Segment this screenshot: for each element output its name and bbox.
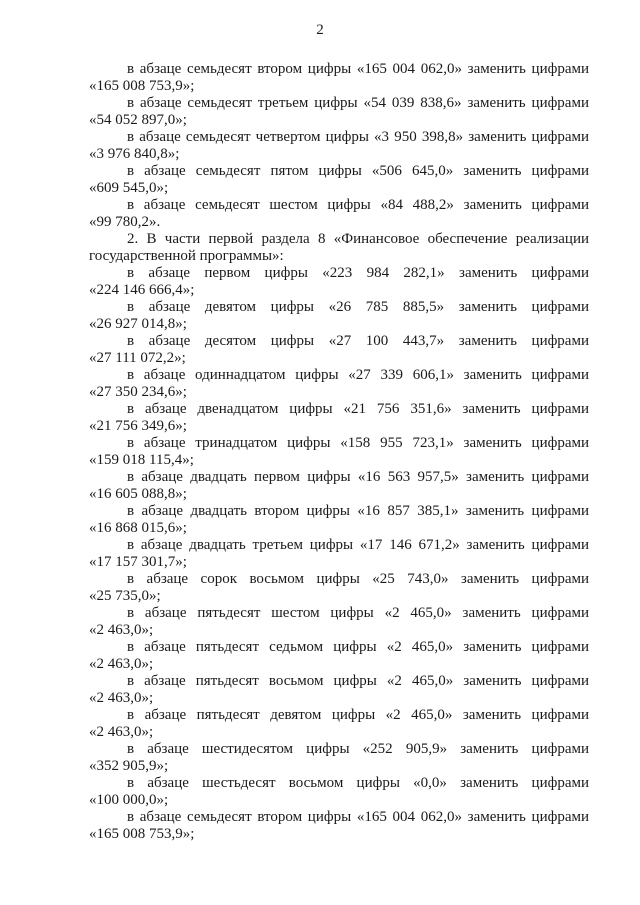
paragraph-continuation-line: «165 008 753,9»;	[89, 78, 195, 94]
paragraph-first-line: в абзаце одиннадцатом цифры «27 339 606,1» заменить цифрами	[127, 367, 589, 383]
amendment-paragraph	[89, 367, 589, 401]
paragraph-first-line: в абзаце шестидесятом цифры «252 905,9» заменить цифрами	[127, 741, 589, 757]
paragraph-continuation-line: «2 463,0»;	[89, 656, 154, 672]
paragraph-first-line: в абзаце семьдесят шестом цифры «84 488,2» заменить цифрами	[127, 197, 589, 213]
paragraph-continuation-line: «25 735,0»;	[89, 588, 161, 604]
paragraph-first-line: в абзаце пятьдесят девятом цифры «2 465,0» заменить цифрами	[127, 707, 589, 723]
paragraph-first-line: в абзаце двадцать первом цифры «16 563 957,5» заменить цифрами	[127, 469, 589, 485]
amendment-paragraph	[89, 401, 589, 435]
paragraph-continuation-line: «27 111 072,2»;	[89, 350, 186, 366]
document-body	[89, 61, 589, 843]
paragraph-first-line: в абзаце сорок восьмом цифры «25 743,0» заменить цифрами	[127, 571, 589, 587]
paragraph-first-line: в абзаце первом цифры «223 984 282,1» заменить цифрами	[127, 265, 589, 281]
paragraph-first-line: в абзаце семьдесят пятом цифры «506 645,0» заменить цифрами	[127, 163, 589, 179]
paragraph-first-line: в абзаце двадцать третьем цифры «17 146 671,2» заменить цифрами	[127, 537, 589, 553]
amendment-paragraph	[89, 231, 589, 265]
paragraph-continuation-line: «54 052 897,0»;	[89, 112, 187, 128]
amendment-paragraph	[89, 503, 589, 537]
paragraph-continuation-line: «16 605 088,8»;	[89, 486, 187, 502]
amendment-paragraph	[89, 469, 589, 503]
amendment-paragraph	[89, 809, 589, 843]
amendment-paragraph	[89, 95, 589, 129]
amendment-paragraph	[89, 299, 589, 333]
page-number: 2	[316, 22, 324, 38]
paragraph-continuation-line: государственной программы»:	[89, 248, 284, 264]
paragraph-continuation-line: «165 008 753,9»;	[89, 826, 195, 842]
paragraph-continuation-line: «100 000,0»;	[89, 792, 169, 808]
amendment-paragraph	[89, 571, 589, 605]
paragraph-continuation-line: «27 350 234,6»;	[89, 384, 187, 400]
paragraph-continuation-line: «16 868 015,6»;	[89, 520, 187, 536]
amendment-paragraph	[89, 333, 589, 367]
paragraph-first-line: в абзаце десятом цифры «27 100 443,7» заменить цифрами	[127, 333, 589, 349]
paragraph-continuation-line: «26 927 014,8»;	[89, 316, 187, 332]
paragraph-continuation-line: «3 976 840,8»;	[89, 146, 180, 162]
paragraph-first-line: в абзаце семьдесят втором цифры «165 004 062,0» заменить цифрами	[127, 61, 589, 77]
amendment-paragraph	[89, 673, 589, 707]
paragraph-first-line: в абзаце пятьдесят шестом цифры «2 465,0» заменить цифрами	[127, 605, 589, 621]
paragraph-first-line: в абзаце пятьдесят восьмом цифры «2 465,0» заменить цифрами	[127, 673, 589, 689]
paragraph-continuation-line: «224 146 666,4»;	[89, 282, 195, 298]
paragraph-continuation-line: «2 463,0»;	[89, 690, 154, 706]
amendment-paragraph	[89, 639, 589, 673]
amendment-paragraph	[89, 775, 589, 809]
paragraph-first-line: в абзаце двенадцатом цифры «21 756 351,6» заменить цифрами	[127, 401, 589, 417]
amendment-paragraph	[89, 537, 589, 571]
paragraph-continuation-line: «17 157 301,7»;	[89, 554, 187, 570]
amendment-paragraph	[89, 741, 589, 775]
paragraph-first-line: в абзаце семьдесят третьем цифры «54 039 838,6» заменить цифрами	[127, 95, 589, 111]
paragraph-continuation-line: «21 756 349,6»;	[89, 418, 187, 434]
amendment-paragraph	[89, 163, 589, 197]
paragraph-first-line: 2. В части первой раздела 8 «Финансовое обеспечение реализации	[127, 231, 589, 247]
paragraph-first-line: в абзаце девятом цифры «26 785 885,5» заменить цифрами	[127, 299, 589, 315]
paragraph-continuation-line: «159 018 115,4»;	[89, 452, 194, 468]
amendment-paragraph	[89, 61, 589, 95]
amendment-paragraph	[89, 197, 589, 231]
paragraph-continuation-line: «609 545,0»;	[89, 180, 169, 196]
paragraph-continuation-line: «352 905,9»;	[89, 758, 169, 774]
amendment-paragraph	[89, 605, 589, 639]
amendment-paragraph	[89, 435, 589, 469]
paragraph-first-line: в абзаце шестьдесят восьмом цифры «0,0» заменить цифрами	[127, 775, 589, 791]
amendment-paragraph	[89, 707, 589, 741]
paragraph-first-line: в абзаце пятьдесят седьмом цифры «2 465,0» заменить цифрами	[127, 639, 589, 655]
amendment-paragraph	[89, 129, 589, 163]
amendment-paragraph	[89, 265, 589, 299]
paragraph-continuation-line: «2 463,0»;	[89, 622, 154, 638]
paragraph-first-line: в абзаце семьдесят втором цифры «165 004 062,0» заменить цифрами	[127, 809, 589, 825]
paragraph-first-line: в абзаце тринадцатом цифры «158 955 723,1» заменить цифрами	[127, 435, 589, 451]
paragraph-continuation-line: «2 463,0»;	[89, 724, 154, 740]
paragraph-continuation-line: «99 780,2».	[89, 214, 161, 230]
paragraph-first-line: в абзаце семьдесят четвертом цифры «3 950 398,8» заменить цифрами	[127, 129, 589, 145]
paragraph-first-line: в абзаце двадцать втором цифры «16 857 385,1» заменить цифрами	[127, 503, 589, 519]
